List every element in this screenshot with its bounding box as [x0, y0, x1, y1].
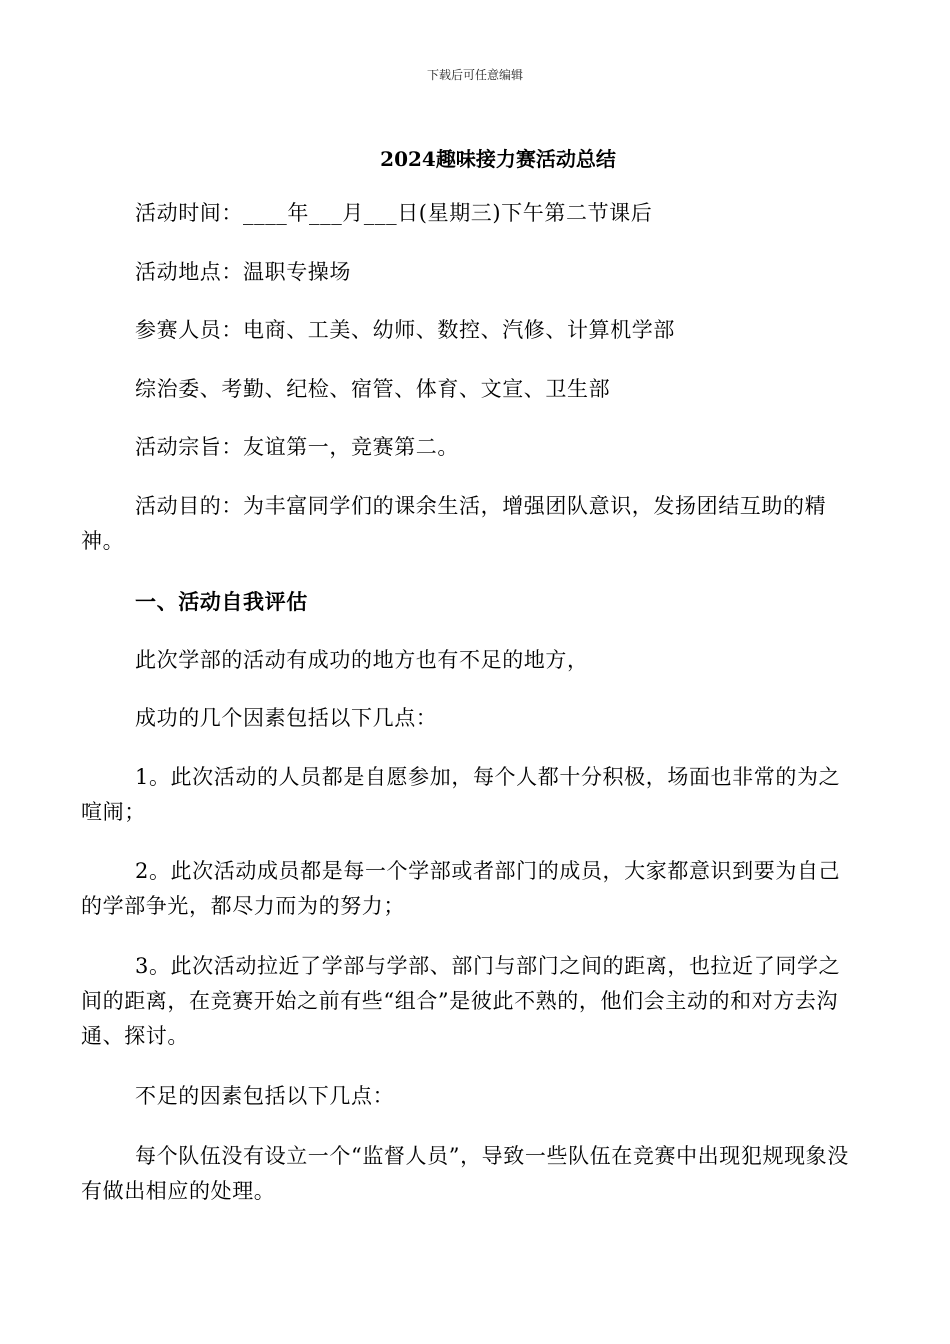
- paragraph-evaluation-intro: 此次学部的活动有成功的地方也有不足的地方，: [135, 648, 589, 672]
- paragraph-activity-time: 活动时间：____年___月___日(星期三)下午第二节课后: [135, 201, 653, 225]
- document-title: 2024趣味接力赛活动总结: [380, 147, 616, 171]
- paragraph-success-factors-intro: 成功的几个因素包括以下几点：: [135, 706, 438, 730]
- paragraph-success-factor-1: 1。此次活动的人员都是自愿参加，每个人都十分积极，场面也非常的为之喧闹；: [81, 765, 841, 824]
- paragraph-activity-location: 活动地点：温职专操场: [135, 260, 351, 284]
- paragraph-success-factor-2: 2。此次活动成员都是每一个学部或者部门的成员，大家都意识到要为自己的学部争光，都尽力而为的努力；: [81, 859, 841, 918]
- paragraph-participant-departments: 综治委、考勤、纪检、宿管、体育、文宣、卫生部: [135, 377, 611, 401]
- paragraph-activity-purpose: 活动宗旨：友谊第一，竞赛第二。: [135, 435, 459, 459]
- paragraph-shortcomings-intro: 不足的因素包括以下几点：: [135, 1084, 395, 1108]
- header-note: 下载后可任意编辑: [426, 68, 523, 82]
- paragraph-shortcoming-1: 每个队伍没有设立一个“监督人员”，导致一些队伍在竞赛中出现犯规现象没有做出相应的处理。: [81, 1144, 849, 1203]
- section-heading-self-evaluation: 一、活动自我评估: [135, 589, 308, 614]
- paragraph-success-factor-3: 3。此次活动拉近了学部与学部、部门与部门之间的距离，也拉近了同学之间的距离，在竞赛开始之前有些“组合”是彼此不熟的，他们会主动的和对方去沟通、探讨。: [81, 954, 841, 1048]
- paragraph-participants: 参赛人员：电商、工美、幼师、数控、汽修、计算机学部: [135, 318, 675, 342]
- paragraph-activity-goal: 活动目的：为丰富同学们的课余生活，增强团队意识，发扬团结互助的精神。: [81, 494, 827, 553]
